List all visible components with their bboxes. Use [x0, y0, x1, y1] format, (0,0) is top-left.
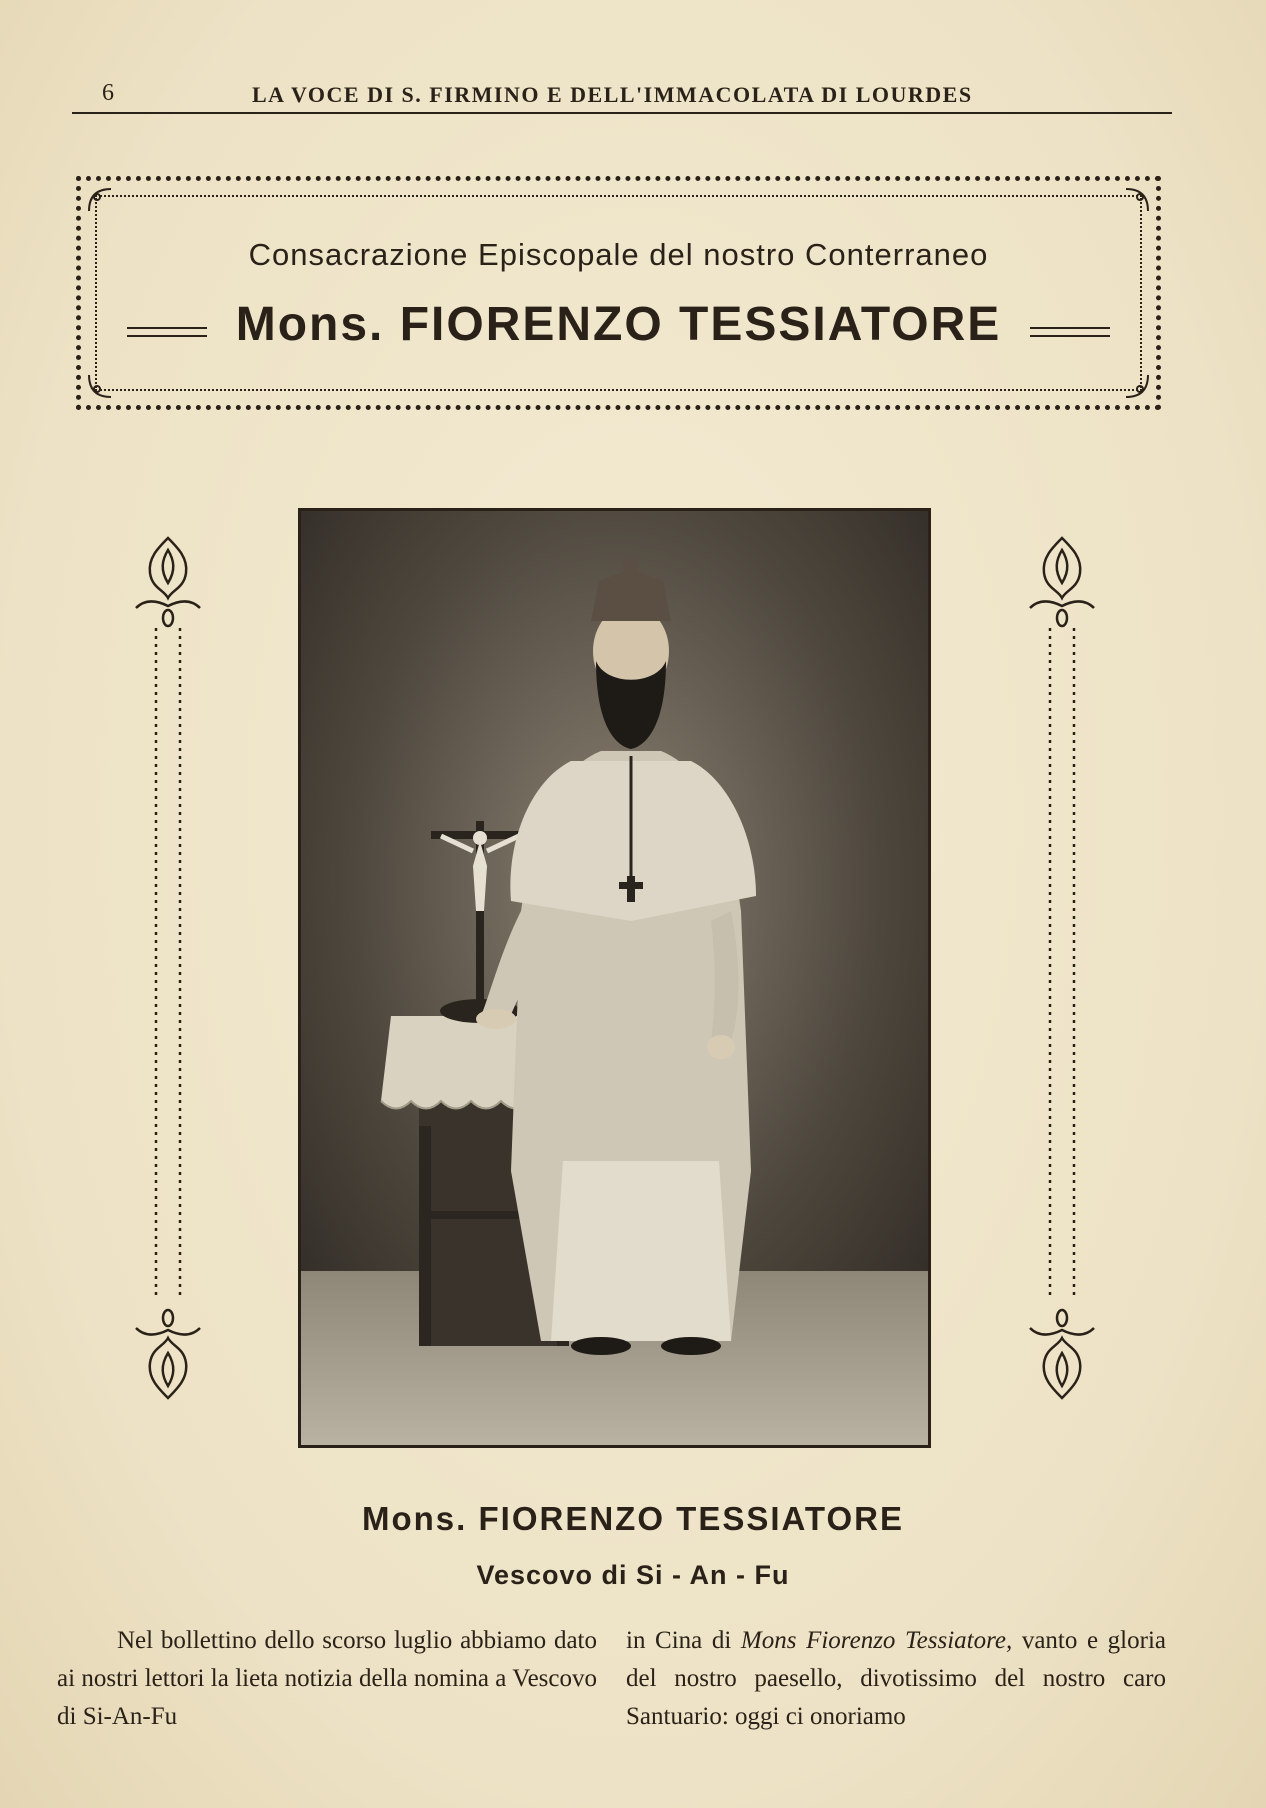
body-text: vanto e gloria del nostro paesello, divotissimo del nostro caro Santuario: oggi ci onoriamo [626, 1627, 1166, 1730]
running-header [72, 78, 1172, 114]
body-paragraph [626, 1622, 1166, 1736]
photo-caption-title: Vescovo di Si - An - Fu [476, 1560, 790, 1590]
corner-ornament-icon [85, 371, 115, 401]
bishop-portrait-photo [298, 508, 931, 1448]
corner-ornament-icon [1122, 185, 1152, 215]
title-frame [76, 176, 1161, 410]
corner-ornament-icon [85, 185, 115, 215]
photo-caption-name: Mons. FIORENZO TESSIATORE [362, 1500, 904, 1537]
floral-column-ornament-icon [128, 528, 208, 1408]
corner-ornament-icon [1122, 371, 1152, 401]
article-kicker: Consacrazione Episcopale del nostro Conterraneo [248, 237, 989, 272]
article-body-left-column [57, 1622, 597, 1736]
floral-column-ornament-icon [1022, 528, 1102, 1408]
article-body-right-column [626, 1622, 1166, 1736]
body-text: in Cina di [626, 1627, 741, 1654]
article-title: Mons. FIORENZO TESSIATORE [235, 298, 1002, 351]
title-rule-right [1030, 327, 1110, 337]
page-number: 6 [102, 80, 114, 106]
title-frame-inner [95, 195, 1142, 391]
body-paragraph: Nel bollettino dello scorso luglio abbiamo dato ai nostri lettori la lieta notizia della nomina a Vescovo di Si-An-Fu [57, 1627, 597, 1730]
portrait-illustration [301, 511, 928, 1445]
body-italic-name: Mons Fiorenzo Tessiatore, [740, 1627, 1013, 1654]
running-title: LA VOCE DI S. FIRMINO E DELL'IMMACOLATA DI LOURDES [252, 82, 973, 107]
